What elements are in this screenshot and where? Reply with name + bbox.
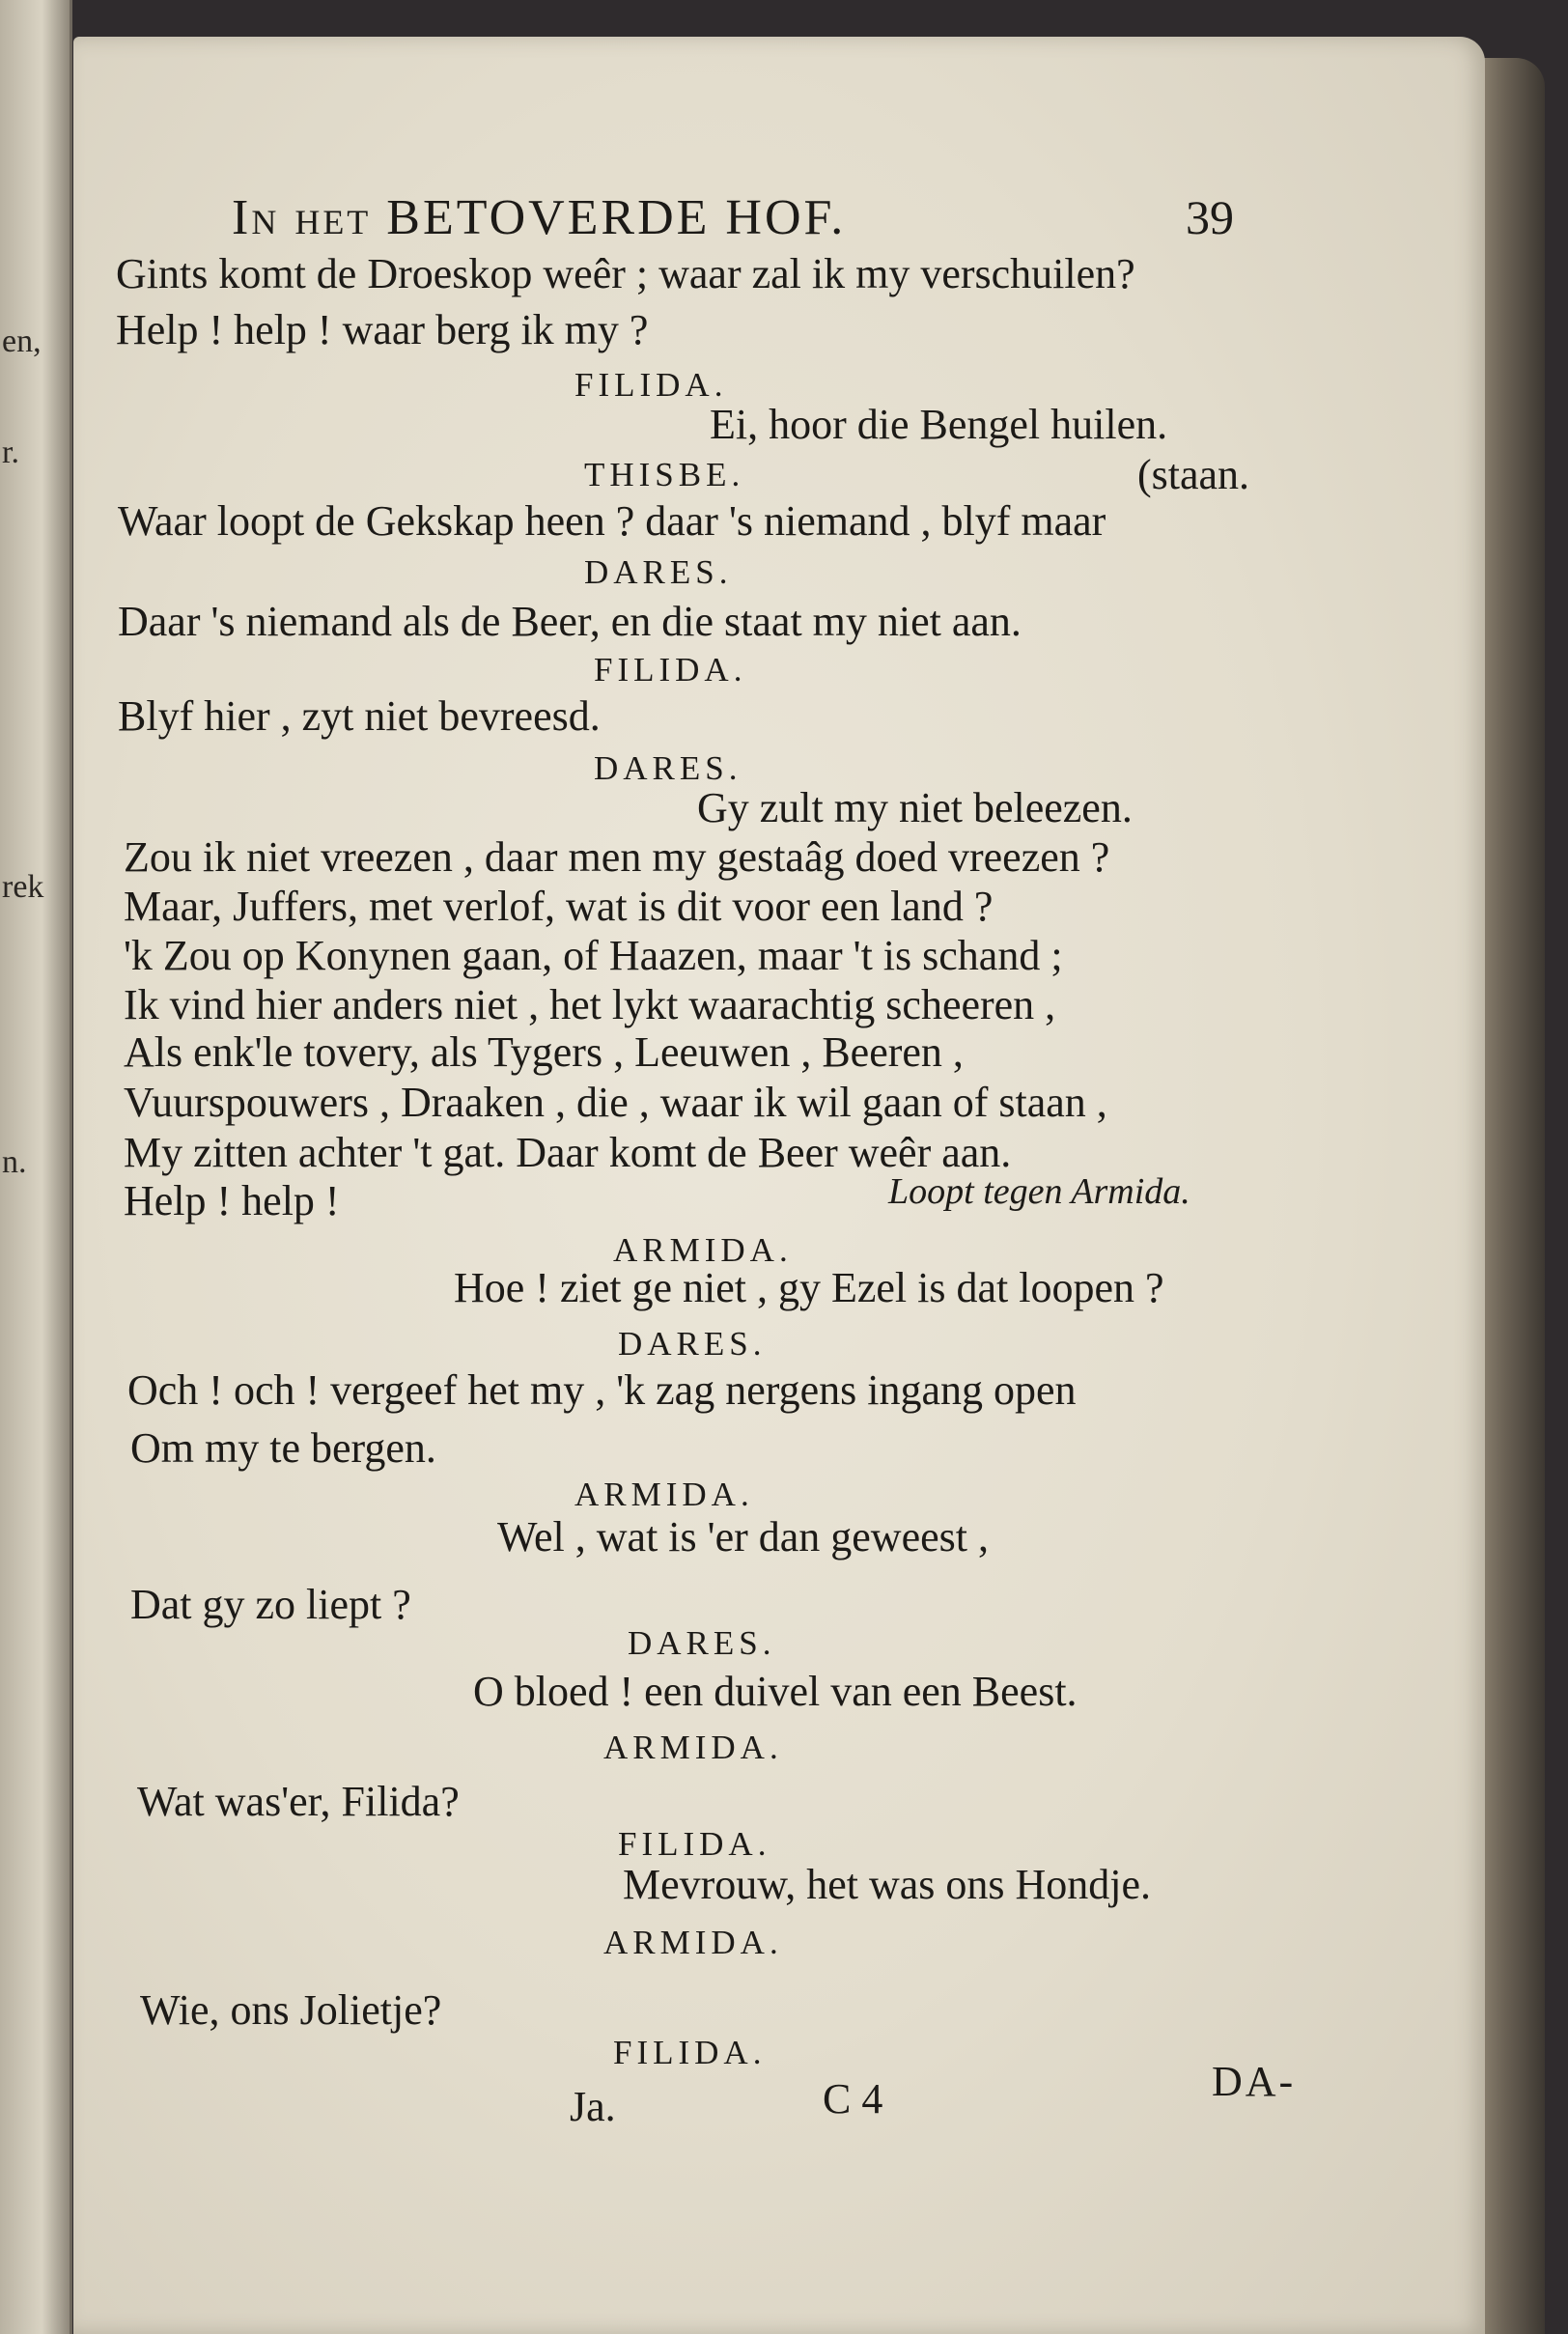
verse-line: Gy zult my niet beleezen. — [697, 784, 1133, 831]
page-edge-shadow — [1477, 58, 1545, 2334]
verse-line: 'k Zou op Konynen gaan, of Haazen, maar 't is schand ; — [124, 932, 1063, 979]
verse-line: Zou ik niet vreezen , daar men my gestaâg doed vreezen ? — [124, 833, 1110, 881]
speaker-heading: ARMIDA. — [613, 1231, 793, 1269]
speaker-heading: ARMIDA. — [574, 1476, 754, 1513]
speaker-heading: ARMIDA. — [603, 1729, 783, 1766]
left-page-fragment: en, — [2, 323, 42, 359]
verse-line: Als enk'le tovery, als Tygers , Leeuwen , Beeren , — [124, 1028, 964, 1076]
left-page-fragment: r. — [2, 435, 19, 470]
footer-signature: C 4 — [823, 2075, 883, 2123]
speaker-heading: ARMIDA. — [603, 1924, 783, 1961]
verse-line: (staan. — [1137, 451, 1250, 498]
left-page-fragment: rek — [2, 869, 44, 905]
stage-direction: Loopt tegen Armida. — [888, 1171, 1190, 1212]
verse-line: Wie, ons Jolietje? — [140, 1986, 442, 2034]
verse-line: Blyf hier , zyt niet bevreesd. — [118, 692, 601, 740]
verse-line: Help ! help ! — [124, 1177, 340, 1224]
speaker-heading: FILIDA. — [618, 1825, 771, 1863]
footer-last-word: Ja. — [570, 2083, 616, 2130]
verse-line: Maar, Juffers, met verlof, wat is dit voor een land ? — [124, 883, 994, 930]
verse-line: My zitten achter 't gat. Daar komt de Beer weêr aan. — [124, 1129, 1012, 1176]
speaker-heading: DARES. — [584, 553, 733, 591]
verse-line: Hoe ! ziet ge niet , gy Ezel is dat loopen ? — [454, 1264, 1164, 1311]
footer-catchword: DA- — [1212, 2058, 1297, 2105]
verse-line: O bloed ! een duivel van een Beest. — [473, 1668, 1078, 1715]
speaker-heading: FILIDA. — [613, 2034, 767, 2071]
verse-line: Och ! och ! vergeef het my , 'k zag nergens ingang open — [127, 1366, 1077, 1414]
verse-line: Daar 's niemand als de Beer, en die staat my niet aan. — [118, 598, 1022, 645]
speaker-heading: THISBE. — [584, 456, 745, 493]
verse-line: Ik vind hier anders niet , het lykt waarachtig scheeren , — [124, 981, 1056, 1028]
running-title: In het BETOVERDE HOF. — [232, 190, 847, 245]
verse-line: Vuurspouwers , Draaken , die , waar ik wil gaan of staan , — [124, 1079, 1107, 1126]
speaker-heading: FILIDA. — [594, 651, 747, 689]
verse-line: Om my te bergen. — [130, 1424, 436, 1472]
verse-line: Mevrouw, het was ons Hondje. — [623, 1861, 1152, 1908]
left-page-edge — [0, 0, 72, 2334]
left-page-fragment: n. — [2, 1144, 27, 1180]
verse-line: Waar loopt de Gekskap heen ? daar 's niemand , blyf maar — [118, 497, 1106, 545]
speaker-heading: DARES. — [618, 1325, 767, 1363]
verse-line: Gints komt de Droeskop weêr ; waar zal ik my verschuilen? — [116, 250, 1135, 297]
speaker-heading: DARES. — [628, 1624, 776, 1662]
speaker-heading: FILIDA. — [574, 366, 728, 404]
verse-line: Wat was'er, Filida? — [137, 1778, 460, 1825]
speaker-heading: DARES. — [594, 749, 742, 787]
verse-line: Wel , wat is 'er dan geweest , — [497, 1513, 989, 1561]
verse-line: Ei, hoor die Bengel huilen. — [710, 401, 1168, 448]
page-number: 39 — [1186, 190, 1234, 244]
verse-line: Help ! help ! waar berg ik my ? — [116, 306, 649, 353]
verse-line: Dat gy zo liept ? — [130, 1581, 411, 1628]
